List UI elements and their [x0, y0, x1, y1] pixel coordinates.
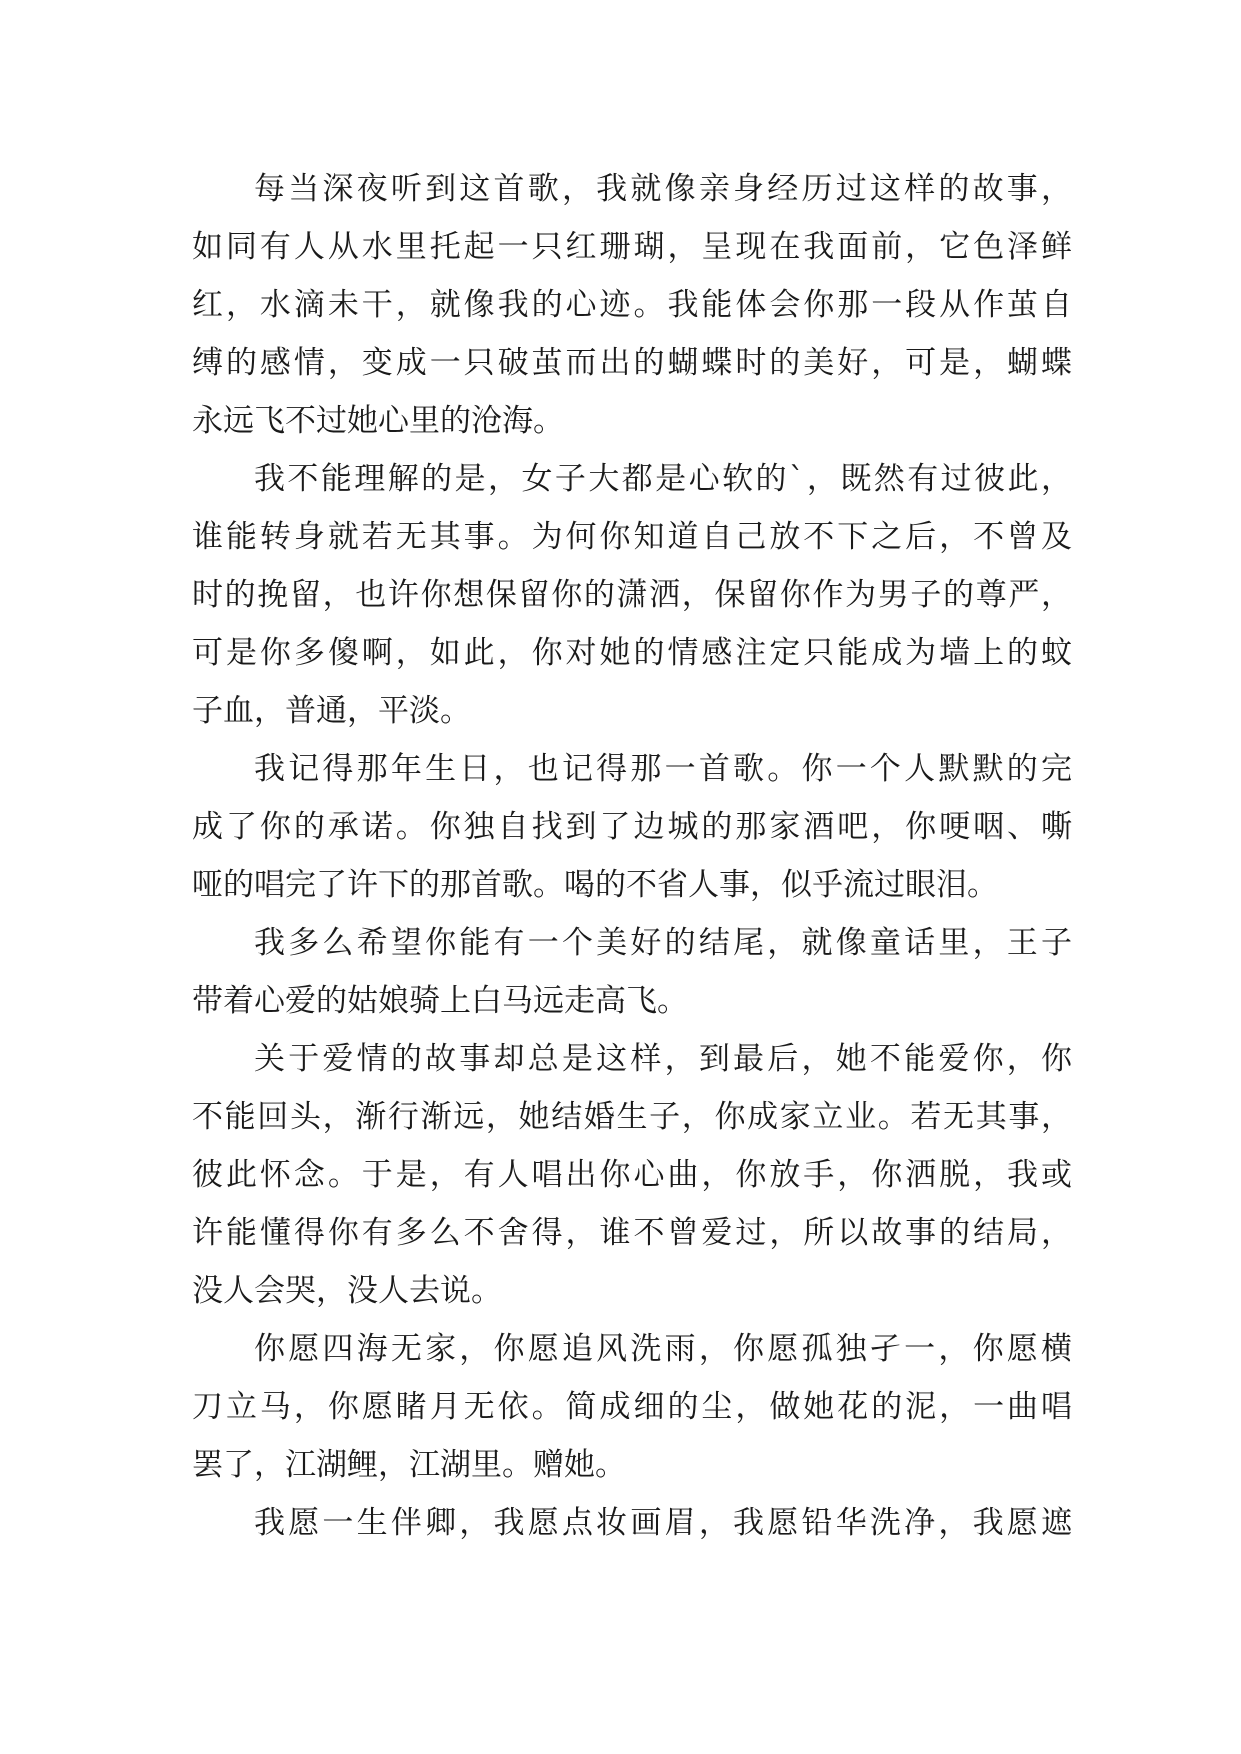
- paragraph: [192, 1320, 1072, 1494]
- paragraph: [192, 740, 1072, 914]
- text-line: 彼此怀念。于是，有人唱出你心曲，你放手，你洒脱，我或: [192, 1157, 1072, 1193]
- text-line: 许能懂得你有多么不舍得，谁不曾爱过，所以故事的结局，: [192, 1215, 1072, 1251]
- text-line: 子血，普通，平淡。: [192, 693, 471, 729]
- text-line: 没人会哭，没人去说。: [192, 1273, 502, 1309]
- text-line: 罢了，江湖鲤，江湖里。赠她。: [192, 1447, 626, 1483]
- text-line: 不能回头，渐行渐远，她结婚生子，你成家立业。若无其事，: [192, 1099, 1072, 1135]
- text-line: 我愿一生伴卿，我愿点妆画眉，我愿铅华洗净，我愿遮: [254, 1505, 1072, 1541]
- text-line: 缚的感情，变成一只破茧而出的蝴蝶时的美好，可是，蝴蝶: [192, 345, 1072, 381]
- paragraph: [192, 160, 1072, 450]
- text-line: 时的挽留，也许你想保留你的潇洒，保留你作为男子的尊严，: [192, 577, 1072, 613]
- paragraph: [192, 1494, 1072, 1552]
- text-line: 关于爱情的故事却总是这样，到最后，她不能爱你，你: [254, 1041, 1072, 1077]
- text-line: 如同有人从水里托起一只红珊瑚，呈现在我面前，它色泽鲜: [192, 229, 1072, 265]
- text-line: 可是你多傻啊，如此，你对她的情感注定只能成为墙上的蚊: [192, 635, 1072, 671]
- text-line: 红，水滴未干，就像我的心迹。我能体会你那一段从作茧自: [192, 287, 1072, 323]
- text-line: 我不能理解的是，女子大都是心软的`，既然有过彼此，: [254, 461, 1072, 497]
- text-line: 永远飞不过她心里的沧海。: [192, 403, 564, 439]
- document-body: [192, 160, 1072, 1552]
- text-line: 我多么希望你能有一个美好的结尾，就像童话里，王子: [254, 925, 1072, 961]
- paragraph: [192, 1030, 1072, 1320]
- paragraph: [192, 450, 1072, 740]
- text-line: 带着心爱的姑娘骑上白马远走高飞。: [192, 983, 688, 1019]
- text-line: 刀立马，你愿睹月无依。简成细的尘，做她花的泥，一曲唱: [192, 1389, 1072, 1425]
- text-line: 哑的唱完了许下的那首歌。喝的不省人事，似乎流过眼泪。: [192, 867, 998, 903]
- text-line: 你愿四海无家，你愿追风洗雨，你愿孤独孑一，你愿横: [254, 1331, 1072, 1367]
- text-line: 谁能转身就若无其事。为何你知道自己放不下之后，不曾及: [192, 519, 1072, 555]
- text-line: 每当深夜听到这首歌，我就像亲身经历过这样的故事，: [254, 171, 1072, 207]
- paragraph: [192, 914, 1072, 1030]
- text-line: 我记得那年生日，也记得那一首歌。你一个人默默的完: [254, 751, 1072, 787]
- text-line: 成了你的承诺。你独自找到了边城的那家酒吧，你哽咽、嘶: [192, 809, 1072, 845]
